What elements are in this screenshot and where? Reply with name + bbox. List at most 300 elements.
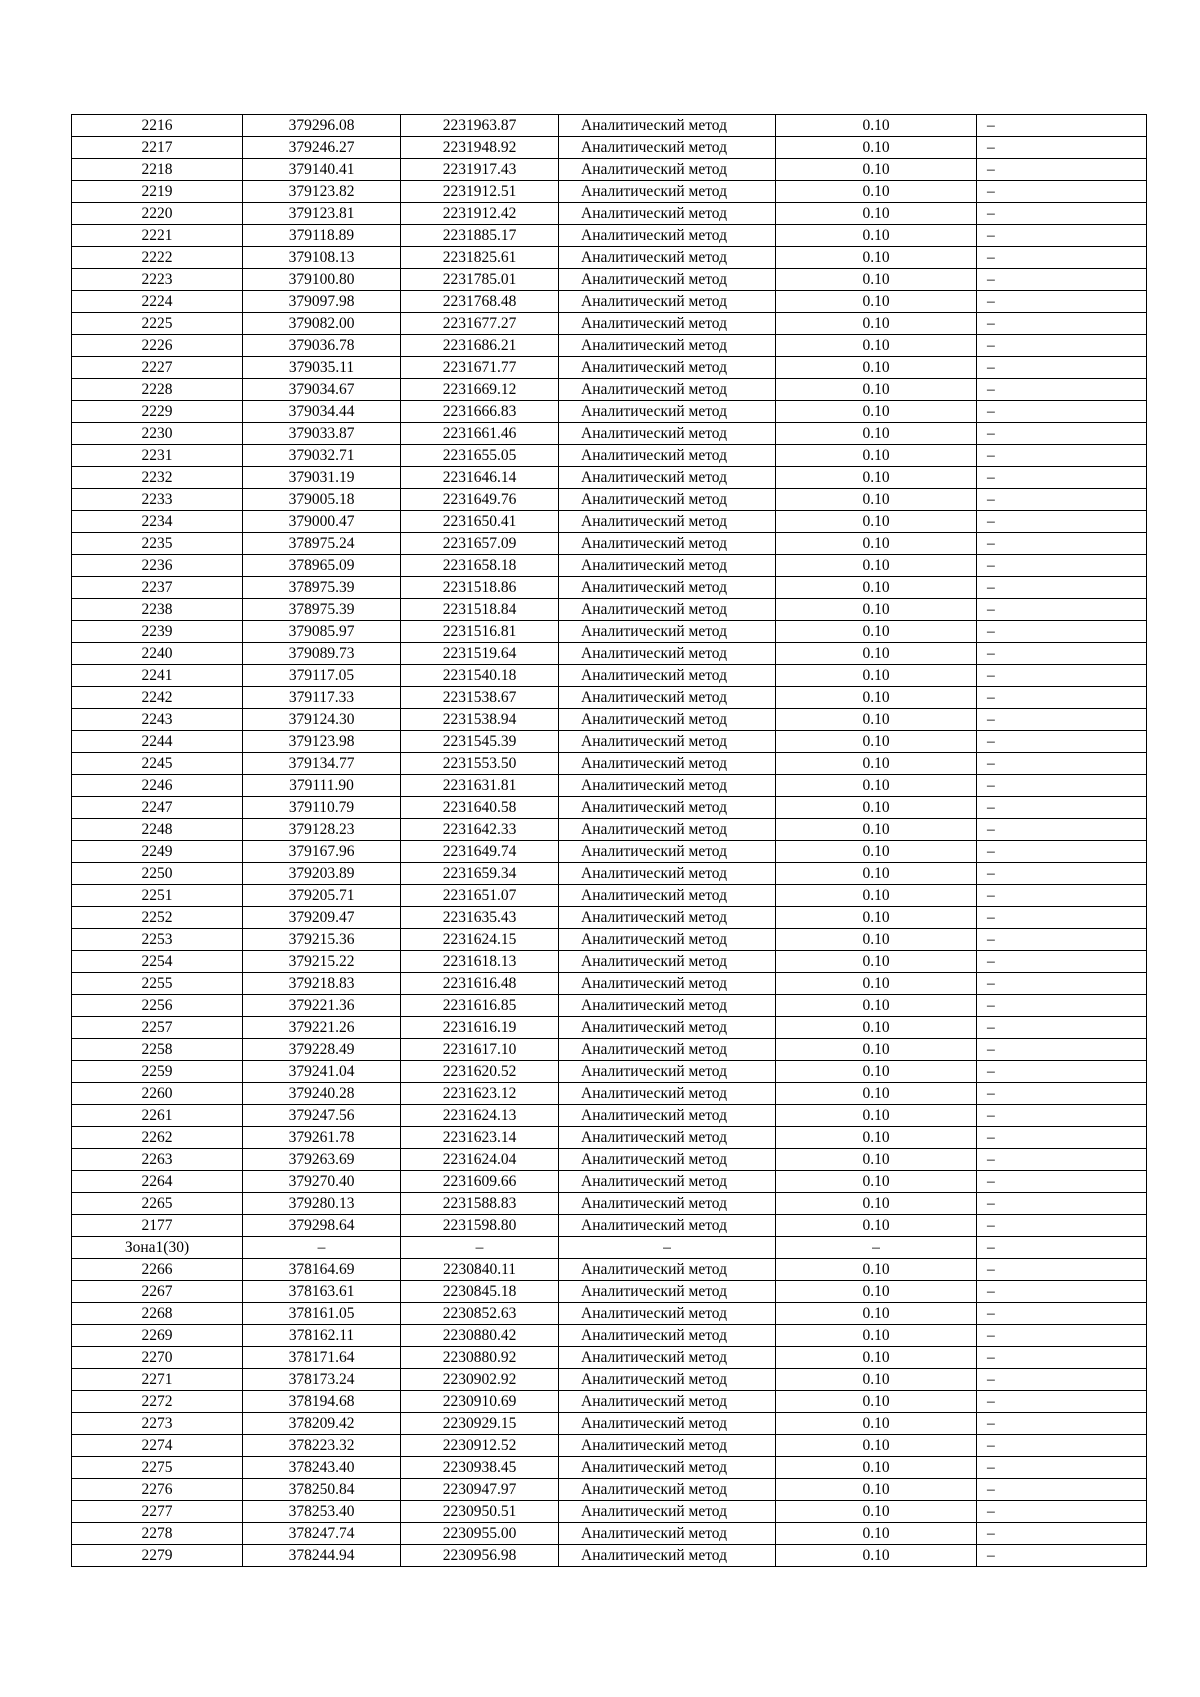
accuracy-cell: 0.10 (776, 1413, 977, 1435)
x-coordinate-cell: 379032.71 (243, 445, 401, 467)
point-number-cell: 2244 (72, 731, 243, 753)
note-cell: – (977, 379, 1147, 401)
note-cell: – (977, 687, 1147, 709)
y-coordinate-cell: 2230950.51 (401, 1501, 559, 1523)
x-coordinate-cell: 379118.89 (243, 225, 401, 247)
point-number-cell: 2268 (72, 1303, 243, 1325)
y-coordinate-cell: 2230902.92 (401, 1369, 559, 1391)
accuracy-cell: 0.10 (776, 1061, 977, 1083)
point-number-cell: 2273 (72, 1413, 243, 1435)
x-coordinate-cell: 379140.41 (243, 159, 401, 181)
accuracy-cell: 0.10 (776, 1215, 977, 1237)
point-number-cell: 2265 (72, 1193, 243, 1215)
accuracy-cell: 0.10 (776, 1325, 977, 1347)
point-number-cell: 2228 (72, 379, 243, 401)
method-cell: Аналитический метод (559, 357, 776, 379)
y-coordinate-cell: 2231538.94 (401, 709, 559, 731)
y-coordinate-cell: 2231518.84 (401, 599, 559, 621)
note-cell: – (977, 907, 1147, 929)
y-coordinate-cell: 2230845.18 (401, 1281, 559, 1303)
x-coordinate-cell: 379247.56 (243, 1105, 401, 1127)
point-number-cell: 2259 (72, 1061, 243, 1083)
table-row (72, 731, 1147, 753)
x-coordinate-cell: 379035.11 (243, 357, 401, 379)
x-coordinate-cell: 379097.98 (243, 291, 401, 313)
method-cell: Аналитический метод (559, 643, 776, 665)
accuracy-cell: 0.10 (776, 357, 977, 379)
note-cell: – (977, 1391, 1147, 1413)
x-coordinate-cell: 378247.74 (243, 1523, 401, 1545)
note-cell: – (977, 225, 1147, 247)
accuracy-cell: 0.10 (776, 1083, 977, 1105)
accuracy-cell: 0.10 (776, 995, 977, 1017)
table-row (72, 599, 1147, 621)
y-coordinate-cell: 2231658.18 (401, 555, 559, 577)
method-cell: Аналитический метод (559, 159, 776, 181)
table-row (72, 313, 1147, 335)
point-number-cell: 2254 (72, 951, 243, 973)
table-row (72, 929, 1147, 951)
note-cell: – (977, 621, 1147, 643)
point-number-cell: 2225 (72, 313, 243, 335)
method-cell: Аналитический метод (559, 1017, 776, 1039)
note-cell: – (977, 1061, 1147, 1083)
y-coordinate-cell: 2231616.48 (401, 973, 559, 995)
coordinates-table (71, 114, 1147, 1567)
method-cell: Аналитический метод (559, 1523, 776, 1545)
table-row (72, 357, 1147, 379)
table-row (72, 181, 1147, 203)
note-cell: – (977, 313, 1147, 335)
point-number-cell: 2242 (72, 687, 243, 709)
y-coordinate-cell: 2231659.34 (401, 863, 559, 885)
point-number-cell: 2271 (72, 1369, 243, 1391)
point-number-cell: 2266 (72, 1259, 243, 1281)
method-cell: Аналитический метод (559, 775, 776, 797)
point-number-cell: 2247 (72, 797, 243, 819)
accuracy-cell: 0.10 (776, 313, 977, 335)
method-cell: Аналитический метод (559, 181, 776, 203)
accuracy-cell: 0.10 (776, 247, 977, 269)
x-coordinate-cell: 378975.39 (243, 599, 401, 621)
method-cell: Аналитический метод (559, 929, 776, 951)
note-cell: – (977, 467, 1147, 489)
x-coordinate-cell: 378965.09 (243, 555, 401, 577)
note-cell: – (977, 665, 1147, 687)
point-number-cell: 2256 (72, 995, 243, 1017)
accuracy-cell: 0.10 (776, 1193, 977, 1215)
method-cell: Аналитический метод (559, 269, 776, 291)
point-number-cell: 2269 (72, 1325, 243, 1347)
method-cell: Аналитический метод (559, 973, 776, 995)
y-coordinate-cell: 2231651.07 (401, 885, 559, 907)
accuracy-cell: 0.10 (776, 929, 977, 951)
table-row (72, 1193, 1147, 1215)
note-cell: – (977, 335, 1147, 357)
note-cell: – (977, 709, 1147, 731)
point-number-cell: 2230 (72, 423, 243, 445)
table-row (72, 1083, 1147, 1105)
note-cell: – (977, 445, 1147, 467)
method-cell: Аналитический метод (559, 863, 776, 885)
table-row (72, 115, 1147, 137)
method-cell: Аналитический метод (559, 1149, 776, 1171)
x-coordinate-cell: 379082.00 (243, 313, 401, 335)
method-cell: Аналитический метод (559, 1193, 776, 1215)
x-coordinate-cell: 378223.32 (243, 1435, 401, 1457)
note-cell: – (977, 247, 1147, 269)
note-cell: – (977, 203, 1147, 225)
y-coordinate-cell: 2231912.51 (401, 181, 559, 203)
y-coordinate-cell: 2231666.83 (401, 401, 559, 423)
point-number-cell: 2276 (72, 1479, 243, 1501)
x-coordinate-cell: 379085.97 (243, 621, 401, 643)
note-cell: – (977, 1545, 1147, 1567)
x-coordinate-cell: – (243, 1237, 401, 1259)
method-cell: Аналитический метод (559, 907, 776, 929)
table-row (72, 643, 1147, 665)
table-row (72, 159, 1147, 181)
table-row (72, 775, 1147, 797)
table-row (72, 423, 1147, 445)
table-row (72, 1127, 1147, 1149)
point-number-cell: 2261 (72, 1105, 243, 1127)
x-coordinate-cell: 378209.42 (243, 1413, 401, 1435)
point-number-cell: 2278 (72, 1523, 243, 1545)
y-coordinate-cell: 2231538.67 (401, 687, 559, 709)
y-coordinate-cell: 2231518.86 (401, 577, 559, 599)
x-coordinate-cell: 379000.47 (243, 511, 401, 533)
y-coordinate-cell: 2231623.14 (401, 1127, 559, 1149)
note-cell: – (977, 841, 1147, 863)
accuracy-cell: 0.10 (776, 797, 977, 819)
x-coordinate-cell: 379270.40 (243, 1171, 401, 1193)
method-cell: Аналитический метод (559, 1259, 776, 1281)
point-number-cell: 2216 (72, 115, 243, 137)
accuracy-cell: 0.10 (776, 907, 977, 929)
x-coordinate-cell: 379298.64 (243, 1215, 401, 1237)
accuracy-cell: 0.10 (776, 841, 977, 863)
accuracy-cell: 0.10 (776, 775, 977, 797)
table-row (72, 137, 1147, 159)
y-coordinate-cell: 2231640.58 (401, 797, 559, 819)
point-number-cell: 2236 (72, 555, 243, 577)
accuracy-cell: 0.10 (776, 511, 977, 533)
x-coordinate-cell: 379033.87 (243, 423, 401, 445)
table-row (72, 1523, 1147, 1545)
y-coordinate-cell: 2231650.41 (401, 511, 559, 533)
table-row (72, 1501, 1147, 1523)
table-row (72, 1325, 1147, 1347)
x-coordinate-cell: 379215.36 (243, 929, 401, 951)
note-cell: – (977, 1479, 1147, 1501)
point-number-cell: 2252 (72, 907, 243, 929)
accuracy-cell: 0.10 (776, 885, 977, 907)
point-number-cell: 2237 (72, 577, 243, 599)
x-coordinate-cell: 379221.26 (243, 1017, 401, 1039)
method-cell: Аналитический метод (559, 621, 776, 643)
point-number-cell: 2277 (72, 1501, 243, 1523)
table-row (72, 1369, 1147, 1391)
note-cell: – (977, 1237, 1147, 1259)
note-cell: – (977, 819, 1147, 841)
note-cell: – (977, 995, 1147, 1017)
y-coordinate-cell: 2231677.27 (401, 313, 559, 335)
coordinates-table-body (72, 115, 1147, 1567)
note-cell: – (977, 1215, 1147, 1237)
point-number-cell: 2257 (72, 1017, 243, 1039)
method-cell: Аналитический метод (559, 1105, 776, 1127)
x-coordinate-cell: 379036.78 (243, 335, 401, 357)
point-number-cell: Зона1(30) (72, 1237, 243, 1259)
method-cell: Аналитический метод (559, 1303, 776, 1325)
note-cell: – (977, 555, 1147, 577)
point-number-cell: 2239 (72, 621, 243, 643)
accuracy-cell: 0.10 (776, 335, 977, 357)
accuracy-cell: 0.10 (776, 973, 977, 995)
note-cell: – (977, 599, 1147, 621)
point-number-cell: 2260 (72, 1083, 243, 1105)
point-number-cell: 2226 (72, 335, 243, 357)
y-coordinate-cell: 2231516.81 (401, 621, 559, 643)
y-coordinate-cell: 2231646.14 (401, 467, 559, 489)
table-row (72, 489, 1147, 511)
note-cell: – (977, 269, 1147, 291)
x-coordinate-cell: 379240.28 (243, 1083, 401, 1105)
accuracy-cell: 0.10 (776, 159, 977, 181)
accuracy-cell: 0.10 (776, 1281, 977, 1303)
accuracy-cell: 0.10 (776, 621, 977, 643)
y-coordinate-cell: 2231545.39 (401, 731, 559, 753)
y-coordinate-cell: 2231609.66 (401, 1171, 559, 1193)
table-row (72, 907, 1147, 929)
note-cell: – (977, 115, 1147, 137)
method-cell: Аналитический метод (559, 445, 776, 467)
note-cell: – (977, 137, 1147, 159)
accuracy-cell: 0.10 (776, 951, 977, 973)
y-coordinate-cell: 2230880.92 (401, 1347, 559, 1369)
table-row (72, 1347, 1147, 1369)
note-cell: – (977, 1413, 1147, 1435)
x-coordinate-cell: 379209.47 (243, 907, 401, 929)
note-cell: – (977, 577, 1147, 599)
note-cell: – (977, 643, 1147, 665)
y-coordinate-cell: 2231623.12 (401, 1083, 559, 1105)
y-coordinate-cell: 2231624.04 (401, 1149, 559, 1171)
x-coordinate-cell: 379123.81 (243, 203, 401, 225)
point-number-cell: 2246 (72, 775, 243, 797)
note-cell: – (977, 181, 1147, 203)
point-number-cell: 2231 (72, 445, 243, 467)
point-number-cell: 2238 (72, 599, 243, 621)
method-cell: Аналитический метод (559, 401, 776, 423)
note-cell: – (977, 753, 1147, 775)
accuracy-cell: 0.10 (776, 1303, 977, 1325)
note-cell: – (977, 885, 1147, 907)
method-cell: Аналитический метод (559, 313, 776, 335)
point-number-cell: 2262 (72, 1127, 243, 1149)
point-number-cell: 2232 (72, 467, 243, 489)
note-cell: – (977, 973, 1147, 995)
point-number-cell: 2241 (72, 665, 243, 687)
table-row (72, 951, 1147, 973)
point-number-cell: 2223 (72, 269, 243, 291)
x-coordinate-cell: 378161.05 (243, 1303, 401, 1325)
x-coordinate-cell: 378162.11 (243, 1325, 401, 1347)
point-number-cell: 2249 (72, 841, 243, 863)
table-row (72, 511, 1147, 533)
accuracy-cell: 0.10 (776, 225, 977, 247)
x-coordinate-cell: 379089.73 (243, 643, 401, 665)
point-number-cell: 2217 (72, 137, 243, 159)
table-row (72, 533, 1147, 555)
accuracy-cell: 0.10 (776, 291, 977, 313)
y-coordinate-cell: 2231671.77 (401, 357, 559, 379)
accuracy-cell: 0.10 (776, 819, 977, 841)
table-row (72, 819, 1147, 841)
y-coordinate-cell: 2231948.92 (401, 137, 559, 159)
y-coordinate-cell: 2231519.64 (401, 643, 559, 665)
accuracy-cell: – (776, 1237, 977, 1259)
point-number-cell: 2248 (72, 819, 243, 841)
accuracy-cell: 0.10 (776, 533, 977, 555)
method-cell: Аналитический метод (559, 753, 776, 775)
x-coordinate-cell: 379221.36 (243, 995, 401, 1017)
x-coordinate-cell: 378171.64 (243, 1347, 401, 1369)
x-coordinate-cell: 379228.49 (243, 1039, 401, 1061)
accuracy-cell: 0.10 (776, 115, 977, 137)
y-coordinate-cell: 2230956.98 (401, 1545, 559, 1567)
x-coordinate-cell: 378163.61 (243, 1281, 401, 1303)
note-cell: – (977, 1105, 1147, 1127)
accuracy-cell: 0.10 (776, 379, 977, 401)
method-cell: Аналитический метод (559, 1413, 776, 1435)
x-coordinate-cell: 379117.05 (243, 665, 401, 687)
method-cell: Аналитический метод (559, 951, 776, 973)
y-coordinate-cell: 2230852.63 (401, 1303, 559, 1325)
note-cell: – (977, 929, 1147, 951)
x-coordinate-cell: 379167.96 (243, 841, 401, 863)
y-coordinate-cell: 2231649.76 (401, 489, 559, 511)
accuracy-cell: 0.10 (776, 1501, 977, 1523)
method-cell: Аналитический метод (559, 709, 776, 731)
note-cell: – (977, 731, 1147, 753)
accuracy-cell: 0.10 (776, 423, 977, 445)
accuracy-cell: 0.10 (776, 1435, 977, 1457)
x-coordinate-cell: 379034.44 (243, 401, 401, 423)
note-cell: – (977, 1347, 1147, 1369)
y-coordinate-cell: 2230912.52 (401, 1435, 559, 1457)
table-row (72, 687, 1147, 709)
y-coordinate-cell: 2230880.42 (401, 1325, 559, 1347)
method-cell: Аналитический метод (559, 533, 776, 555)
method-cell: Аналитический метод (559, 687, 776, 709)
x-coordinate-cell: 379205.71 (243, 885, 401, 907)
y-coordinate-cell: 2231631.81 (401, 775, 559, 797)
y-coordinate-cell: 2230938.45 (401, 1457, 559, 1479)
point-number-cell: 2229 (72, 401, 243, 423)
accuracy-cell: 0.10 (776, 137, 977, 159)
x-coordinate-cell: 379111.90 (243, 775, 401, 797)
method-cell: Аналитический метод (559, 335, 776, 357)
y-coordinate-cell: 2231618.13 (401, 951, 559, 973)
table-row (72, 291, 1147, 313)
table-row (72, 995, 1147, 1017)
method-cell: Аналитический метод (559, 379, 776, 401)
x-coordinate-cell: 379241.04 (243, 1061, 401, 1083)
note-cell: – (977, 797, 1147, 819)
method-cell: Аналитический метод (559, 731, 776, 753)
x-coordinate-cell: 378194.68 (243, 1391, 401, 1413)
table-row (72, 577, 1147, 599)
note-cell: – (977, 1501, 1147, 1523)
point-number-cell: 2267 (72, 1281, 243, 1303)
note-cell: – (977, 1193, 1147, 1215)
table-row (72, 247, 1147, 269)
note-cell: – (977, 1259, 1147, 1281)
table-row (72, 1303, 1147, 1325)
x-coordinate-cell: 378164.69 (243, 1259, 401, 1281)
table-row (72, 1061, 1147, 1083)
y-coordinate-cell: 2231540.18 (401, 665, 559, 687)
note-cell: – (977, 1127, 1147, 1149)
accuracy-cell: 0.10 (776, 1479, 977, 1501)
method-cell: Аналитический метод (559, 137, 776, 159)
table-row (72, 1413, 1147, 1435)
method-cell: Аналитический метод (559, 225, 776, 247)
note-cell: – (977, 489, 1147, 511)
note-cell: – (977, 1083, 1147, 1105)
x-coordinate-cell: 379215.22 (243, 951, 401, 973)
table-row (72, 1017, 1147, 1039)
method-cell: Аналитический метод (559, 819, 776, 841)
accuracy-cell: 0.10 (776, 1039, 977, 1061)
accuracy-cell: 0.10 (776, 489, 977, 511)
x-coordinate-cell: 379296.08 (243, 115, 401, 137)
y-coordinate-cell: 2231620.52 (401, 1061, 559, 1083)
point-number-cell: 2234 (72, 511, 243, 533)
method-cell: Аналитический метод (559, 489, 776, 511)
point-number-cell: 2263 (72, 1149, 243, 1171)
y-coordinate-cell: 2231588.83 (401, 1193, 559, 1215)
point-number-cell: 2222 (72, 247, 243, 269)
y-coordinate-cell: 2231624.13 (401, 1105, 559, 1127)
method-cell: Аналитический метод (559, 1325, 776, 1347)
point-number-cell: 2227 (72, 357, 243, 379)
table-row (72, 1545, 1147, 1567)
table-row (72, 1457, 1147, 1479)
accuracy-cell: 0.10 (776, 577, 977, 599)
method-cell: Аналитический метод (559, 1435, 776, 1457)
table-row (72, 555, 1147, 577)
table-row (72, 753, 1147, 775)
x-coordinate-cell: 379110.79 (243, 797, 401, 819)
point-number-cell: 2233 (72, 489, 243, 511)
note-cell: – (977, 863, 1147, 885)
table-row (72, 1215, 1147, 1237)
y-coordinate-cell: 2231616.85 (401, 995, 559, 1017)
method-cell: Аналитический метод (559, 995, 776, 1017)
method-cell: Аналитический метод (559, 555, 776, 577)
accuracy-cell: 0.10 (776, 599, 977, 621)
note-cell: – (977, 1369, 1147, 1391)
x-coordinate-cell: 379128.23 (243, 819, 401, 841)
table-row (72, 1039, 1147, 1061)
point-number-cell: 2221 (72, 225, 243, 247)
note-cell: – (977, 1523, 1147, 1545)
x-coordinate-cell: 378253.40 (243, 1501, 401, 1523)
method-cell: Аналитический метод (559, 1281, 776, 1303)
